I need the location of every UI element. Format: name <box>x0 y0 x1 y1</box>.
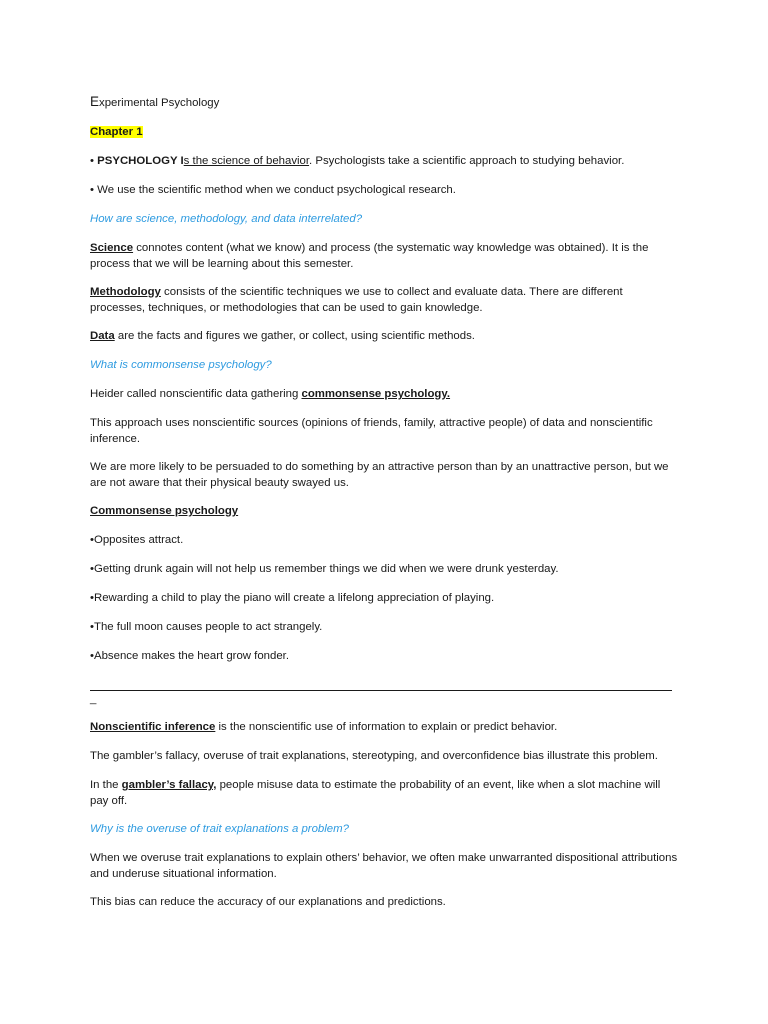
bias-paragraph: This bias can reduce the accuracy of our explanations and predictions. <box>90 896 446 908</box>
document-title <box>90 94 678 111</box>
document-page <box>90 94 678 910</box>
gambler-post: people misuse data to estimate the probability of an event, like when a slot machine will pay off. <box>90 779 661 807</box>
approach-paragraph: This approach uses nonscientific sources (opinions of friends, family, attractive people) of data and nonscientific inference. <box>90 417 653 445</box>
title-initial: E <box>90 94 100 109</box>
gambler-term: gambler’s fallacy, <box>121 779 217 791</box>
methodology-paragraph <box>90 284 678 316</box>
bullet-mark: • <box>90 155 98 167</box>
list-item: •Absence makes the heart grow fonder. <box>90 650 290 662</box>
data-text: are the facts and figures we gather, or collect, using scientific methods. <box>114 330 475 342</box>
inference-paragraph <box>90 719 678 735</box>
heider-term: commonsense psychology. <box>301 388 451 400</box>
inference-text: is the nonscientific use of information to explain or predict behavior. <box>215 721 558 733</box>
gambler-pre: In the <box>90 779 122 791</box>
heider-text: Heider called nonscientific data gathering <box>90 388 302 400</box>
data-paragraph <box>90 328 678 344</box>
heider-paragraph <box>90 386 678 402</box>
data-term: Data <box>90 330 115 342</box>
psychology-rest: . Psychologists take a scientific approach to studying behavior. <box>309 155 625 167</box>
rule-tail: _ <box>90 693 97 705</box>
chapter-heading: Chapter 1 <box>90 126 143 138</box>
psychology-term: PSYCHOLOGY I <box>97 155 184 167</box>
scientific-method-bullet: • We use the scientific method when we conduct psychological research. <box>90 184 456 196</box>
horizontal-rule <box>90 680 672 691</box>
list-item: •Rewarding a child to play the piano will create a lifelong appreciation of playing. <box>90 592 495 604</box>
persuasion-paragraph: We are more likely to be persuaded to do something by an attractive person than by an unattractive person, but we are not aware that their physical beauty swayed us. <box>90 461 669 489</box>
science-paragraph <box>90 240 678 272</box>
methodology-term: Methodology <box>90 286 161 298</box>
psychology-underlined: s the science of behavior <box>183 155 310 167</box>
commonsense-heading: Commonsense psychology <box>90 505 239 517</box>
list-item: •Getting drunk again will not help us remember things we did when we were drunk yesterday. <box>90 563 559 575</box>
science-text: connotes content (what we know) and process (the systematic way knowledge was obtained). It is the process that we will be learning about this semester. <box>90 242 649 270</box>
chapter-line <box>90 124 678 140</box>
question-trait-explanations: Why is the overuse of trait explanations a problem? <box>90 823 349 835</box>
gambler-list-paragraph: The gambler’s fallacy, overuse of trait explanations, stereotyping, and overconfidence bias illustrate this problem. <box>90 750 658 762</box>
question-commonsense: What is commonsense psychology? <box>90 359 272 371</box>
psychology-definition <box>90 153 678 169</box>
list-item: •The full moon causes people to act strangely. <box>90 621 323 633</box>
gambler-paragraph <box>90 777 678 809</box>
methodology-text: consists of the scientific techniques we use to collect and evaluate data. There are different processes, techniques, or methodologies that can be used to gain knowledge. <box>90 286 623 314</box>
science-term: Science <box>90 242 134 254</box>
title-rest: xperimental Psychology <box>99 97 220 109</box>
question-science-methodology-data: How are science, methodology, and data interrelated? <box>90 213 363 225</box>
inference-term: Nonscientific inference <box>90 721 216 733</box>
list-item: •Opposites attract. <box>90 534 184 546</box>
trait-paragraph: When we overuse trait explanations to explain others’ behavior, we often make unwarranted dispositional attributions and underuse situational information. <box>90 852 678 880</box>
